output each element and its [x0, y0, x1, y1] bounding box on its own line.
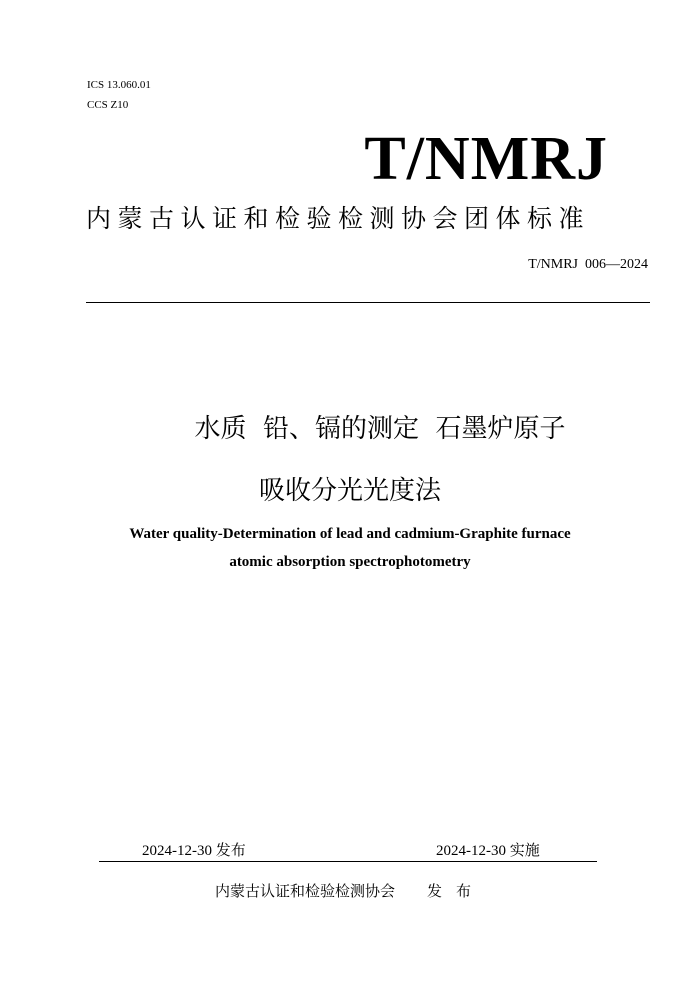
publisher-line: [0, 880, 700, 901]
header-divider: [86, 302, 650, 303]
issue-date: 2024-12-30 发布: [142, 843, 246, 859]
footer-divider: [99, 861, 597, 862]
title-chinese-line-1: 水质 铅、镉的测定 石墨炉原子: [194, 414, 566, 444]
publisher-name: 内蒙古认证和检验检测协会: [214, 882, 395, 900]
implementation-date: 2024-12-30 实施: [436, 843, 540, 859]
ccs-code: CCS Z10: [87, 99, 129, 111]
ics-code: ICS 13.060.01: [87, 79, 151, 91]
publish-verb: 发布: [427, 882, 486, 900]
title-english-line-1: Water quality-Determination of lead and cadmium-Graphite furnace: [129, 526, 571, 542]
organization-standard-title: 内蒙古认证和检验检测协会团体标准: [86, 204, 591, 233]
standard-number: T/NMRJ 006—2024: [528, 257, 648, 272]
title-chinese-line-2: 吸收分光光度法: [258, 476, 441, 506]
title-english-line-2: atomic absorption spectrophotometry: [229, 554, 471, 570]
standard-logo: T/NMRJ: [364, 125, 608, 193]
